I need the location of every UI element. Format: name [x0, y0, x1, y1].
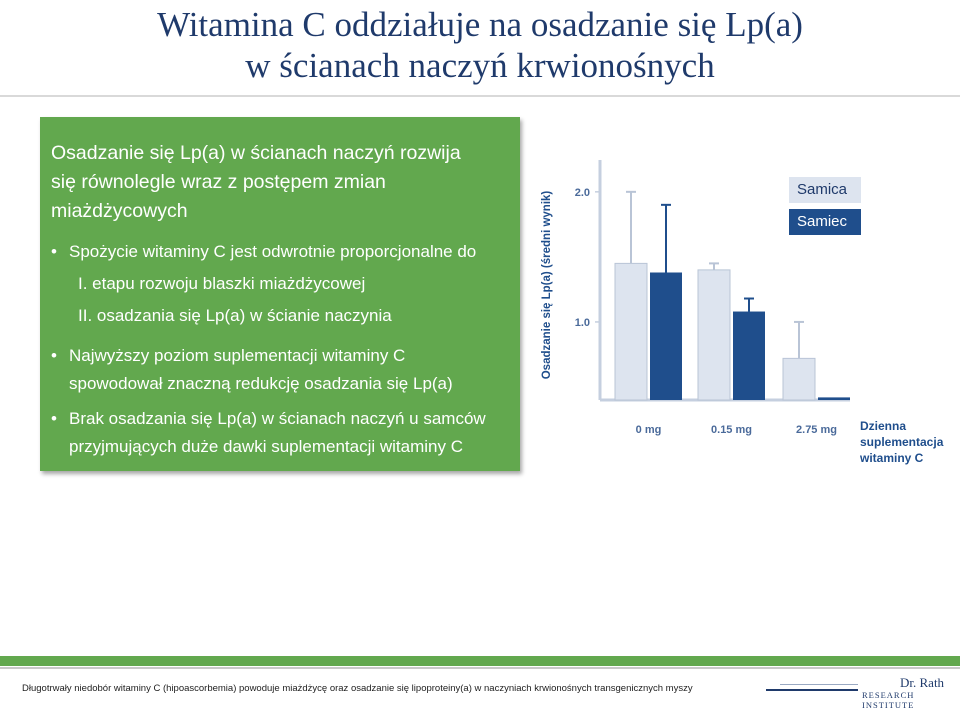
title-divider — [0, 95, 960, 97]
logo-name: Dr. Rath — [900, 675, 945, 690]
logo-subtitle: RESEARCH INSTITUTE — [862, 690, 915, 710]
bar-samica-2 — [783, 358, 815, 400]
bullet-marker: • — [51, 346, 57, 365]
bar-samiec-2 — [818, 397, 850, 400]
summary-heading — [51, 139, 511, 226]
x-tick-label: 0.15 mg — [711, 424, 752, 436]
bullet-text-line: przyjmujących duże dawki suplementacji witaminy C — [69, 437, 463, 456]
x-tick-label: 0 mg — [635, 424, 662, 436]
bar-samica-1 — [698, 270, 730, 400]
logo-decoration — [780, 684, 858, 685]
logo-decoration — [766, 689, 858, 691]
sub-item-1: I. etapu rozwoju blaszki miażdżycowej — [78, 274, 366, 293]
bar-samiec-0 — [650, 272, 682, 400]
summary-heading-line2: się równolegle wraz z postępem zmian — [51, 171, 386, 193]
legend-female: Samica — [789, 177, 861, 203]
summary-box — [40, 117, 520, 471]
legend-male: Samiec — [789, 209, 861, 235]
x-axis-note: Dzienna suplementacja witaminy C — [860, 419, 944, 465]
bullet-marker: • — [51, 242, 57, 261]
footer-band — [0, 656, 960, 666]
footer-divider — [0, 667, 960, 669]
x-tick-label: 2.75 mg — [796, 424, 837, 436]
bullet-text — [69, 405, 514, 461]
bullet-text: Spożycie witaminy C jest odwrotnie proporcjonalne do — [69, 242, 477, 261]
bullet-text-line: spowodował znaczną redukcję osadzania się Lp(a) — [69, 374, 453, 393]
bullet-text-line: Brak osadzania się Lp(a) w ścianach naczyń u samców — [69, 409, 486, 428]
footer-text: Długotrwały niedobór witaminy C (hipoascorbemia) powoduje miażdżycę oraz osadzanie się lipoproteiny(a) w naczyniach krwionośnych transgenicznych myszy — [22, 683, 693, 694]
y-tick-label: 2.0 — [574, 186, 590, 199]
bar-samica-0 — [615, 263, 647, 400]
summary-heading-line1: Osadzanie się Lp(a) w ścianach naczyń rozwija — [51, 142, 461, 164]
slide-title-line1: Witamina C oddziałuje na osadzanie się Lp(a) — [157, 5, 803, 44]
slide-title-line2: w ścianach naczyń krwionośnych — [245, 46, 715, 85]
bullet-text — [69, 342, 514, 398]
bullet-text-line: Najwyższy poziom suplementacji witaminy C — [69, 346, 406, 365]
sub-item-2: II. osadzania się Lp(a) w ścianie naczynia — [78, 306, 392, 325]
summary-heading-line3: miażdżycowych — [51, 200, 188, 222]
bullet-marker: • — [51, 409, 57, 428]
slide-title — [0, 4, 960, 86]
y-axis-title: Osadzanie się Lp(a) (średni wynik) — [541, 190, 553, 380]
bar-samiec-1 — [733, 312, 765, 400]
y-tick-label: 1.0 — [574, 316, 590, 329]
